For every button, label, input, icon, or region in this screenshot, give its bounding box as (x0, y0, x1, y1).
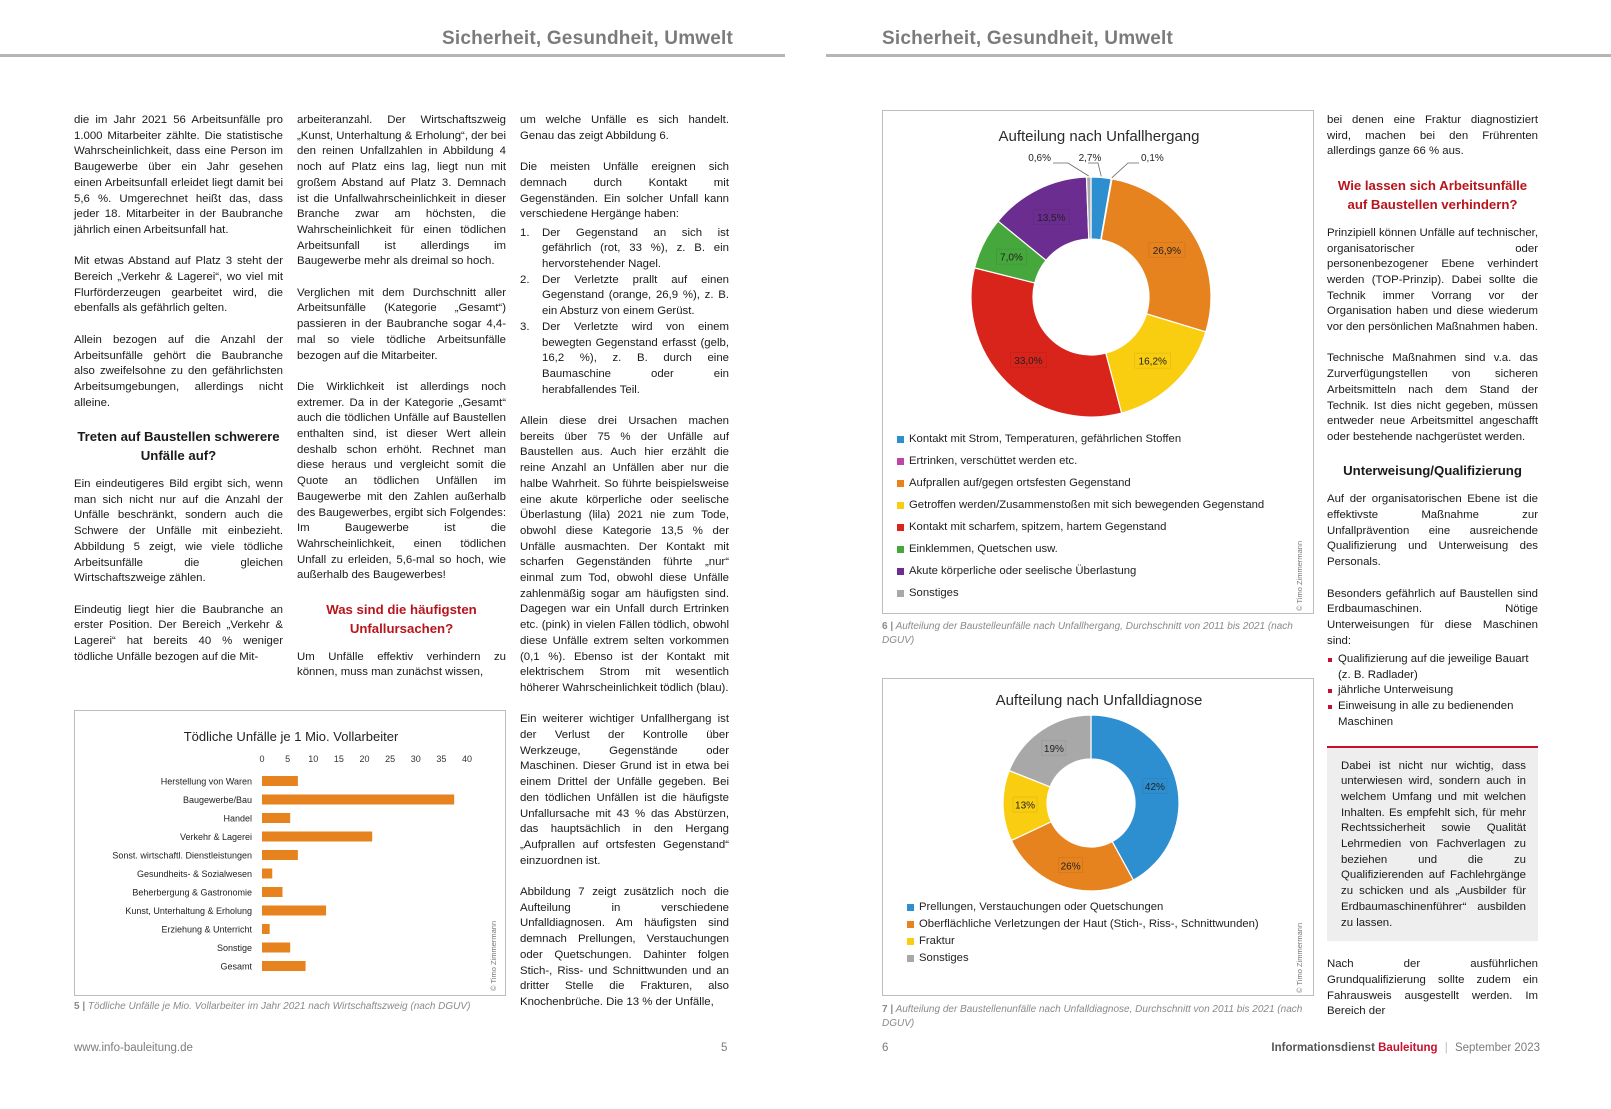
data-label: 13,5% (1037, 212, 1066, 224)
legend-swatch (897, 524, 904, 531)
paragraph: Allein diese drei Ursachen machen bereits über 75 % der Unfälle auf Baustellen aus. Auch hier erzählt die reine Anzahl an Unfällen aber nur die halbe Wahrheit. So führte beispielsweise eine akute körperliche oder seelische Überlastung (lila) 2021 nie zum Tode, obwohl diese Kategorie 13,5 % der Unfälle ausmachten. Der Kontakt mit scharfen Gegenständen führte „nur“ einmal zum Tod, obwohl diese Unfälle zahlenmäßig sogar am häufigsten sind. Dagegen war ein Unfall durch Ertrinken etc. (pink) in vielen Fällen tödlich, obwohl diese Unfälle extrem selten vorkommen (0,1 %). Ebenso ist der Kontakt mit elektrischem Strom mit wesentlich höherer Wahrscheinlichkeit tödlich (blau). (520, 415, 729, 694)
leader-line (1088, 163, 1101, 176)
list-text: Der Verletzte wird von einem bewegten Gegenstand erfasst (gelb, 16,2 %), z. B. durch eine Baumaschine oder ein herabfallendes Teil. (542, 320, 729, 396)
list-number: 2. (520, 273, 530, 286)
paragraph: bei denen eine Fraktur diagnostiziert wird, machen bei den Frührenten allerdings ganze 66 % aus. (1327, 114, 1538, 158)
donut-chart-svg (883, 111, 1315, 431)
paragraph: Eindeutig liegt hier die Baubranche an erster Position. Der Bereich „Verkehr & Lagerei“ hat bereits 40 % weniger tödliche Unfälle bezogen auf die Mit- (74, 603, 283, 663)
legend-item (897, 516, 1264, 538)
legend-item (907, 916, 1259, 933)
footer-brand-name: Bauleitung (1378, 1042, 1438, 1054)
legend-swatch (897, 502, 904, 509)
legend-item (897, 472, 1264, 494)
figure-6-caption (882, 620, 1317, 648)
paragraph: Prinzipiell können Unfälle auf technischer, organisatorischer oder personenbezogener Ebene verhindert werden (TOP-Prinzip). Dabei sollte die Technik immer Vorrang vor der Organisation haben und diese wiederum vor den persönlichen Maßnahmen haben. (1327, 226, 1538, 334)
bar (262, 961, 306, 971)
paragraph: Abbildung 7 zeigt zusätzlich noch die Aufteilung in verschiedene Unfalldiagnosen. Am häufigsten sind demnach Prellungen, Verstauchungen oder Quetschungen. Dahinter folgen Stich-, Riss- und Schnittwunden und an dritter Stelle die Frakturen, also Knochenbrüche. Die 13 % der Unfälle, (520, 886, 729, 1008)
running-head-left: Sicherheit, Gesundheit, Umwelt (442, 28, 734, 49)
bar (262, 813, 290, 823)
data-label: 26,9% (1152, 245, 1182, 257)
legend-item (897, 450, 1264, 472)
data-label: 13% (1015, 800, 1036, 812)
paragraph: Allein bezogen auf die Anzahl der Arbeitsunfälle gehört die Baubranche also zweifelsohne zu den gefährlichsten Arbeitsumgebungen, allerdings nicht alleine. (74, 333, 283, 409)
legend-label: Prellungen, Verstauchungen oder Quetschungen (919, 901, 1164, 913)
legend-swatch (907, 955, 914, 962)
legend-swatch (907, 904, 914, 911)
category-label: Handel (223, 813, 252, 824)
x-tick-label: 5 (285, 754, 291, 764)
x-tick-label: 0 (259, 754, 265, 764)
legend-label: Kontakt mit scharfem, spitzem, hartem Gegenstand (909, 521, 1167, 533)
bar (262, 795, 454, 805)
paragraph: Ein weiterer wichtiger Unfallhergang ist der Verlust der Kontrolle über Werkzeuge, Gegenstände oder Maschinen. Dieser Grund ist in etwa bei einem Drittel der Unfälle gegeben. Bei den tödlichen Unfällen ist die häufigste Unfallursache mit 43 % das Abstürzen, das hauptsächlich in den Hergang „Aufprallen auf ortsfesten Gegenstand“ einzuordnen ist. (520, 713, 729, 867)
figure-5-caption (74, 1000, 514, 1014)
data-label: 19% (1043, 743, 1064, 755)
footer-url: www.info-bauleitung.de (74, 1042, 193, 1054)
paragraph: Die meisten Unfälle ereignen sich demnach durch Kontakt mit Gegenständen. Ein solcher Unfall kann verschiedene Hergänge haben: (520, 161, 729, 221)
category-label: Herstellung von Waren (160, 776, 252, 787)
page-number-left: 5 (721, 1042, 728, 1054)
figure-6-donut-chart (882, 110, 1314, 614)
right-page (822, 0, 1611, 1109)
legend-swatch (907, 938, 914, 945)
donut-slice (971, 268, 1122, 417)
list-item: Qualifizierung auf die jeweilige Bauart (z. B. Radlader) (1327, 652, 1538, 683)
text-column-3 (520, 113, 729, 1026)
caption-number: 7 | (882, 1004, 894, 1015)
head-rule-left (0, 54, 785, 57)
legend-item (897, 494, 1264, 516)
figure-7-caption (882, 1003, 1317, 1031)
paragraph: Um Unfälle effektiv verhindern zu können, muss man zunächst wissen, (297, 650, 506, 679)
legend-swatch (897, 568, 904, 575)
bar-chart-svg (75, 711, 507, 997)
data-label: 26% (1060, 861, 1081, 873)
callout-box (1327, 746, 1538, 942)
legend-item (907, 950, 1259, 967)
legend-label: Akute körperliche oder seelische Überlastung (909, 565, 1137, 577)
category-label: Gesamt (220, 961, 252, 972)
copyright-note: © Timo Zimmermann (489, 920, 498, 991)
copyright-note: © Timo Zimmermann (1295, 540, 1304, 611)
paragraph: Auf der organisatorischen Ebene ist die effektivste Maßnahme zur Unfallprävention eine ausreichende Qualifizierung und Unterweisung des Personals. (1327, 493, 1538, 569)
list-text: Der Gegenstand an sich ist gefährlich (rot, 33 %), z. B. ein hervorstehender Nagel. (542, 226, 729, 270)
legend-item (907, 933, 1259, 950)
legend-label: Fraktur (919, 935, 955, 947)
legend-item (897, 560, 1264, 582)
head-rule-right (826, 54, 1611, 57)
bar (262, 776, 298, 786)
chart-title: Aufteilung nach Unfalldiagnose (995, 692, 1203, 709)
list-number: 1. (520, 226, 530, 239)
list-item (520, 226, 729, 273)
legend-item (897, 428, 1264, 450)
paragraph: um welche Unfälle es sich handelt. Genau das zeigt Abbildung 6. (520, 114, 729, 142)
donut-chart-svg (883, 679, 1315, 899)
legend-swatch (897, 458, 904, 465)
category-label: Sonst. wirtschaftl. Dienstleistungen (112, 850, 252, 861)
caption-text: Tödliche Unfälle je Mio. Vollarbeiter im Jahr 2021 nach Wirtschaftszweig (nach DGUV) (87, 1001, 471, 1012)
caption-number: 5 | (74, 1001, 86, 1012)
left-page (0, 0, 790, 1109)
paragraph: Technische Maßnahmen sind v.a. das Zurverfügungstellen von sicheren Arbeitsmitteln nach dem Stand der Technik. Ist dies nicht gegeben, müssen entweder neue Arbeitsmittel angeschafft oder bestehende nachgerüstet werden. (1327, 352, 1538, 443)
data-label: 0,6% (1028, 153, 1051, 164)
chart-title: Aufteilung nach Unfallhergang (998, 128, 1200, 145)
text-column-2 (297, 113, 506, 697)
legend-label: Ertrinken, verschüttet werden etc. (909, 455, 1078, 467)
bar (262, 832, 372, 842)
data-label: 7,0% (1000, 252, 1023, 264)
paragraph: die im Jahr 2021 56 Arbeitsunfälle pro 1.000 Mitarbeiter zählte. Die statistische Wahrscheinlichkeit, dass eine Person im Baugewerbe über ein Jahr gesehen einen Arbeitsunfall erleidet liegt damit bei 5,6 %. Umgerechnet heißt das, dass jeder 18. Mitarbeiter in der Baubranche jährlich einen Arbeitsunfall hat. (74, 114, 283, 236)
figure-5-bar-chart (74, 710, 506, 996)
paragraph: Mit etwas Abstand auf Platz 3 steht der Bereich „Verkehr & Lagerei“, wo viel mit Flurförderzeugen gearbeitet wird, die ebenfalls als gefährlich gelten. (74, 255, 283, 315)
data-label: 0,1% (1141, 153, 1164, 164)
footer-brand-prefix: Informationsdienst (1271, 1042, 1375, 1054)
bar (262, 850, 298, 860)
legend-item (897, 538, 1264, 560)
data-label: 42% (1144, 782, 1165, 794)
text-column-1 (74, 113, 283, 681)
bullet-list (1327, 652, 1538, 731)
bar (262, 906, 326, 916)
legend-label: Sonstiges (919, 952, 969, 964)
legend-item (897, 582, 1264, 604)
data-label: 2,7% (1078, 153, 1102, 164)
category-label: Baugewerbe/Bau (182, 795, 252, 805)
legend-swatch (897, 546, 904, 553)
caption-text: Aufteilung der Baustellenunfälle nach Unfalldiagnose, Durchschnitt von 2011 bis 2021 (nach DGUV) (882, 1004, 1303, 1029)
legend-label: Einklemmen, Quetschen usw. (909, 543, 1058, 555)
caption-number: 6 | (882, 621, 894, 632)
legend-swatch (897, 480, 904, 487)
leader-line (1112, 163, 1139, 178)
paragraph: Ein eindeutigeres Bild ergibt sich, wenn man sich nicht nur auf die Anzahl der Unfälle beschränkt, sondern auch die Schwere der Unfälle mit einbezieht. Abbildung 5 zeigt, wie viele tödliche Arbeitsunfälle die gleichen Wirtschaftszweige zählen. (74, 478, 283, 585)
legend-label: Getroffen werden/Zusammenstoßen mit sich bewegenden Gegenstand (909, 499, 1265, 511)
bar (262, 887, 283, 897)
data-label: 16,2% (1138, 356, 1167, 368)
footer-separator: | (1444, 1042, 1448, 1054)
x-tick-label: 40 (461, 754, 473, 764)
x-tick-label: 10 (308, 754, 319, 764)
legend-swatch (897, 436, 904, 443)
legend-label: Kontakt mit Strom, Temperaturen, gefährlichen Stoffen (909, 433, 1182, 445)
leader-line (1053, 163, 1089, 176)
chart-legend (897, 428, 1264, 604)
data-label: 33,0% (1014, 355, 1043, 367)
bar (262, 869, 272, 879)
paragraph: Die Wirklichkeit ist allerdings noch extremer. Da in der Kategorie „Gesamt“ auch die tödlichen Unfälle auf Baustellen enthalten sind, ist dieser Wert allein deshalb schon erhöht. Rechnet man diese heraus und vergleicht somit die Quote an tödlichen Unfällen im Baugewerbe mit den Zahlen außerhalb des Baugewerbes, ergibt sich Folgendes: Im Baugewerbe ist die Wahrscheinlichkeit, einen tödlichen Unfall zu erleiden, 5,6-mal so hoch, wie außerhalb des Baugewerbes! (297, 380, 506, 582)
legend-label: Aufprallen auf/gegen ortsfesten Gegenstand (909, 477, 1131, 489)
x-tick-label: 30 (410, 754, 421, 764)
chart-legend (907, 899, 1259, 967)
category-label: Gesundheits- & Sozialwesen (136, 869, 252, 879)
list-item (520, 273, 729, 320)
list-item (520, 320, 729, 399)
list-item: jährliche Unterweisung (1327, 683, 1538, 699)
callout-text: Dabei ist nicht nur wichtig, dass unterwiesen wird, sondern auch in welchem Umfang und mit welchen Inhalten. Es empfehlt sich, für mehr Rechtssicherheit sowie Qualität Lehrmedien von Fachverlagen zu beziehen und die zu Qualifizierenden auf Fachlehrgänge zu schicken und als „Ausbilder für Erdbaumaschinenführer“ ausbilden zu lassen. (1341, 759, 1526, 929)
section-heading: Wie lassen sich Arbeitsunfälle auf Baustellen verhindern? (1337, 177, 1528, 212)
x-tick-label: 35 (436, 754, 447, 764)
list-item: Einweisung in alle zu bedienenden Maschinen (1327, 699, 1538, 730)
bar (262, 924, 270, 934)
category-label: Erziehung & Unterricht (161, 924, 252, 935)
x-tick-label: 15 (333, 754, 344, 764)
copyright-note: © Timo Zimmermann (1295, 922, 1304, 993)
category-label: Sonstige (216, 943, 252, 953)
section-heading: Treten auf Baustellen schwerere Unfälle auf? (77, 429, 280, 464)
category-label: Beherbergung & Gastronomie (132, 887, 252, 898)
list-number: 3. (520, 320, 530, 333)
footer-brand (1260, 1042, 1540, 1054)
paragraph: Besonders gefährlich auf Baustellen sind Erdbaumaschinen. Nötige Unterweisungen für diese Maschinen sind: (1327, 587, 1538, 647)
figure-7-donut-chart (882, 678, 1314, 996)
legend-swatch (907, 921, 914, 928)
page-number-right: 6 (882, 1042, 889, 1054)
running-head-right: Sicherheit, Gesundheit, Umwelt (882, 28, 1174, 49)
paragraph: arbeiteranzahl. Der Wirtschaftszweig „Kunst, Unterhaltung & Erholung“, der bei den reinen Unfallzahlen in Abbildung 4 noch auf Platz eins lag, liegt nun mit großem Abstand auf Platz 3. Demnach ist die Unfallwahrscheinlichkeit in dieser Branche zwar am höchsten, die Wahrscheinlichkeit für einen tödlichen Arbeitsunfall ist allerdings im Baugewerbe mehr als dreimal so hoch. (297, 114, 506, 268)
legend-swatch (897, 590, 904, 597)
paragraph: Nach der ausführlichen Grundqualifizierung sollte zudem ein Fahrausweis ausgestellt werden. Im Bereich der (1327, 958, 1538, 1018)
text-column-4 (1327, 113, 1538, 1036)
x-tick-label: 25 (385, 754, 396, 764)
category-label: Kunst, Unterhaltung & Erholung (125, 906, 252, 916)
legend-item (907, 899, 1259, 916)
list-text: Der Verletzte prallt auf einen Gegenstand (orange, 26,9 %), z. B. ein Absturz von einem Gerüst. (542, 273, 729, 318)
chart-title: Tödliche Unfälle je 1 Mio. Vollarbeiter (183, 729, 399, 744)
section-heading: Was sind die häufigsten Unfallursachen? (326, 601, 477, 636)
section-heading: Unterweisung/Qualifizierung (1343, 463, 1522, 479)
bar (262, 943, 290, 953)
caption-text: Aufteilung der Baustelleunfälle nach Unfallhergang, Durchschnitt von 2011 bis 2021 (nach DGUV) (882, 621, 1293, 646)
footer-date: September 2023 (1454, 1042, 1540, 1054)
category-label: Verkehr & Lagerei (179, 832, 252, 842)
legend-label: Oberflächliche Verletzungen der Haut (Stich-, Riss-, Schnittwunden) (919, 918, 1259, 930)
x-tick-label: 20 (359, 754, 370, 764)
paragraph: Verglichen mit dem Durchschnitt aller Arbeitsunfälle (Kategorie „Gesamt“) passieren in der Baubranche sogar 4,4-mal so viele tödliche Arbeitsunfälle bezogen auf die Mitarbeiter. (297, 286, 506, 362)
numbered-list (520, 226, 729, 399)
legend-label: Sonstiges (909, 587, 959, 599)
